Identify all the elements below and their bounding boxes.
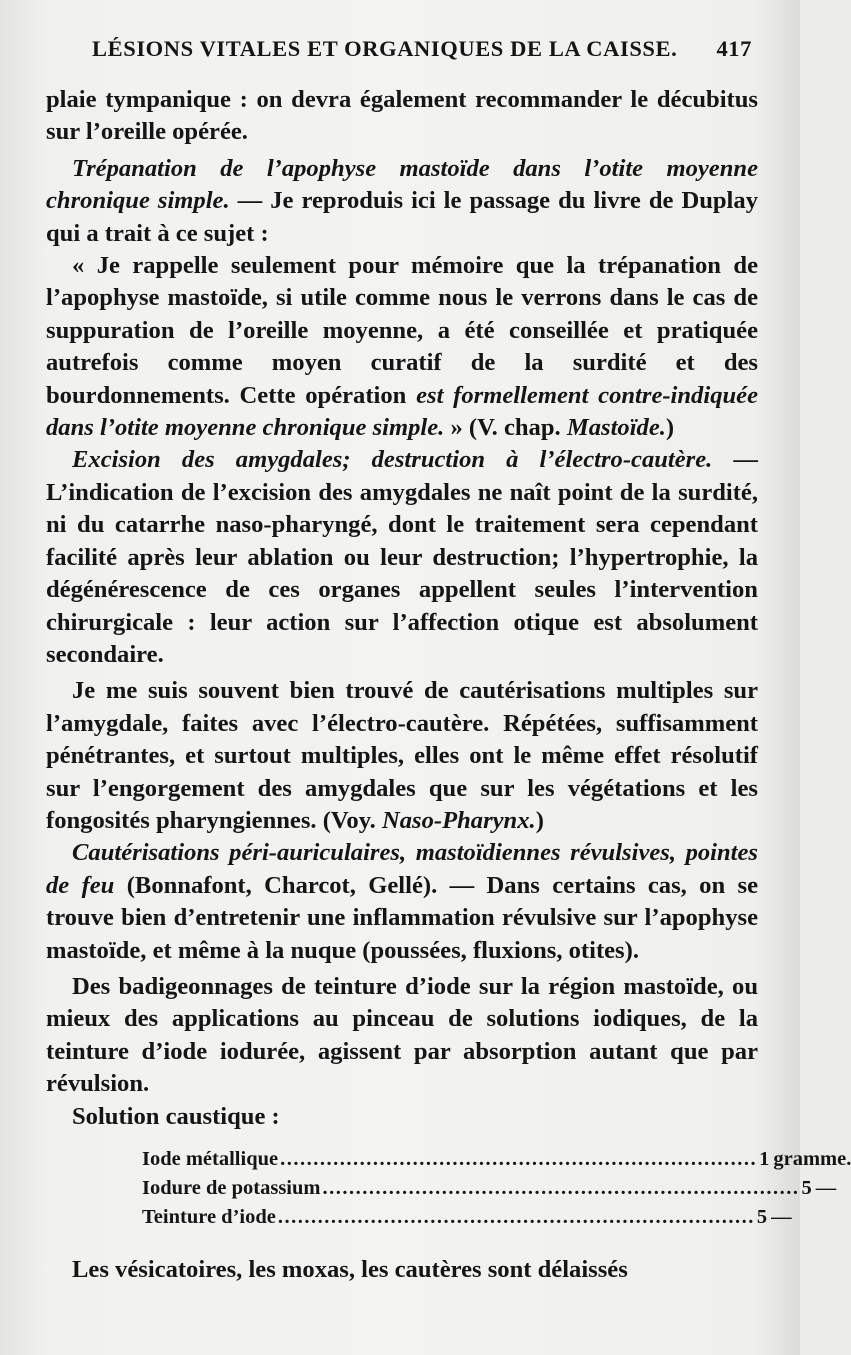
dose-name: Iode métallique <box>142 1148 279 1170</box>
paragraph-iode: Des badigeonnages de teinture d’iode sur la région mastoïde, ou mieux des applications au pinceau de solutions iodiques, de la teinture d’iode iodurée, agissent par absorption autant que par révulsion. <box>46 972 758 1098</box>
dose-name: Iodure de potassium <box>142 1177 321 1199</box>
dose-quantity: 5 <box>756 1206 768 1228</box>
chapter-reference: Mastoïde. <box>566 414 666 442</box>
quote-emphasis: est formellement contre-indiquée dans l’otite moyenne chronique simple. <box>46 381 758 442</box>
closing-paren: ) <box>665 414 675 442</box>
dose-name: Teinture d’iode <box>142 1206 276 1228</box>
quote-reference: » (V. chap. <box>444 414 567 442</box>
dose-row <box>142 1203 792 1232</box>
page-body <box>46 84 851 1286</box>
paragraph-cauterisation <box>46 675 758 837</box>
paragraph-text: Je me suis souvent bien trouvé de cautérisations multiples sur l’amygdale, faites avec l’électro-cautère. Répétées, suffisamment pénétrantes, et surtout multiples, elles ont le même effet résolutif sur l’engorgement des amygdales que sur les végétations et les fongosités pharyngiennes. (Voy. <box>46 677 758 834</box>
section-heading-trepanation: Trépanation de l’apophyse mastoïde dans l’otite moyenne chronique simple. <box>46 154 758 215</box>
paragraph-peri-auriculaires <box>46 837 758 967</box>
dose-quantity: 1 <box>759 1148 770 1170</box>
dose-unit: — <box>815 1177 837 1199</box>
closing-paren: ) <box>535 806 544 834</box>
paragraph-solution-caustique: Solution caustique : <box>72 1102 280 1130</box>
leader-dots: ........................................................................ <box>280 1148 758 1170</box>
page-number: 417 <box>716 36 752 61</box>
running-title: LÉSIONS VITALES ET ORGANIQUES DE LA CAISSE. <box>92 36 678 61</box>
dose-quantity: 5 <box>801 1177 812 1199</box>
section-heading-excision: Excision des amygdales; destruction à l’électro-cautère. <box>72 446 713 474</box>
dose-row <box>142 1174 837 1203</box>
dose-table <box>142 1145 851 1232</box>
paragraph-continuation: plaie tympanique : on devra également recommander le décubitus sur l’oreille opérée. <box>46 86 758 146</box>
section-heading-cauterisations: Cautérisations péri-auriculaires, mastoïdiennes révulsives, pointes de feu <box>46 839 758 899</box>
dose-row <box>142 1145 851 1174</box>
running-header <box>92 36 752 62</box>
paragraph-duplay-quote <box>46 250 758 444</box>
paragraph-excision <box>46 444 758 671</box>
paragraph-trepanation <box>46 153 758 250</box>
paragraph-text: — L’indication de l’excision des amygdales ne naît point de la surdité, ni du catarrhe naso-pharyngé, dont le traitement sera cependant facilité après leur ablation ou leur destruction; l’hypertrophie, la dégénérescence de ces organes appellent seules l’intervention chirurgicale : leur action sur l’affection otique est absolument secondaire. <box>46 446 758 668</box>
dose-unit: — <box>771 1206 792 1228</box>
paragraph-vesicatoires: Les vésicatoires, les moxas, les cautères sont délaissés <box>72 1256 628 1283</box>
quote-text: « Je rappelle seulement pour mémoire que la trépanation de l’apophyse mastoïde, si utile comme nous le verrons dans le cas de suppuration de l’oreille moyenne, a été conseillée et pratiquée autrefois comme moyen curatif de la surdité et des bourdonnements. Cette opération <box>46 252 758 409</box>
leader-dots: ........................................................................ <box>277 1206 755 1228</box>
paragraph-text: (Bonnafont, Charcot, Gellé). — Dans certains cas, on se trouve bien d’entretenir une inflammation révulsive sur l’apophyse mastoïde, et même à la nuque (poussées, fluxions, otites). <box>46 871 758 964</box>
paragraph-text: — Je reproduis ici le passage du livre de Duplay qui a trait à ce sujet : <box>46 187 758 247</box>
cross-reference: Naso-Pharynx. <box>381 806 536 834</box>
dose-unit: gramme. <box>773 1148 851 1170</box>
leader-dots: ........................................................................ <box>322 1177 800 1199</box>
